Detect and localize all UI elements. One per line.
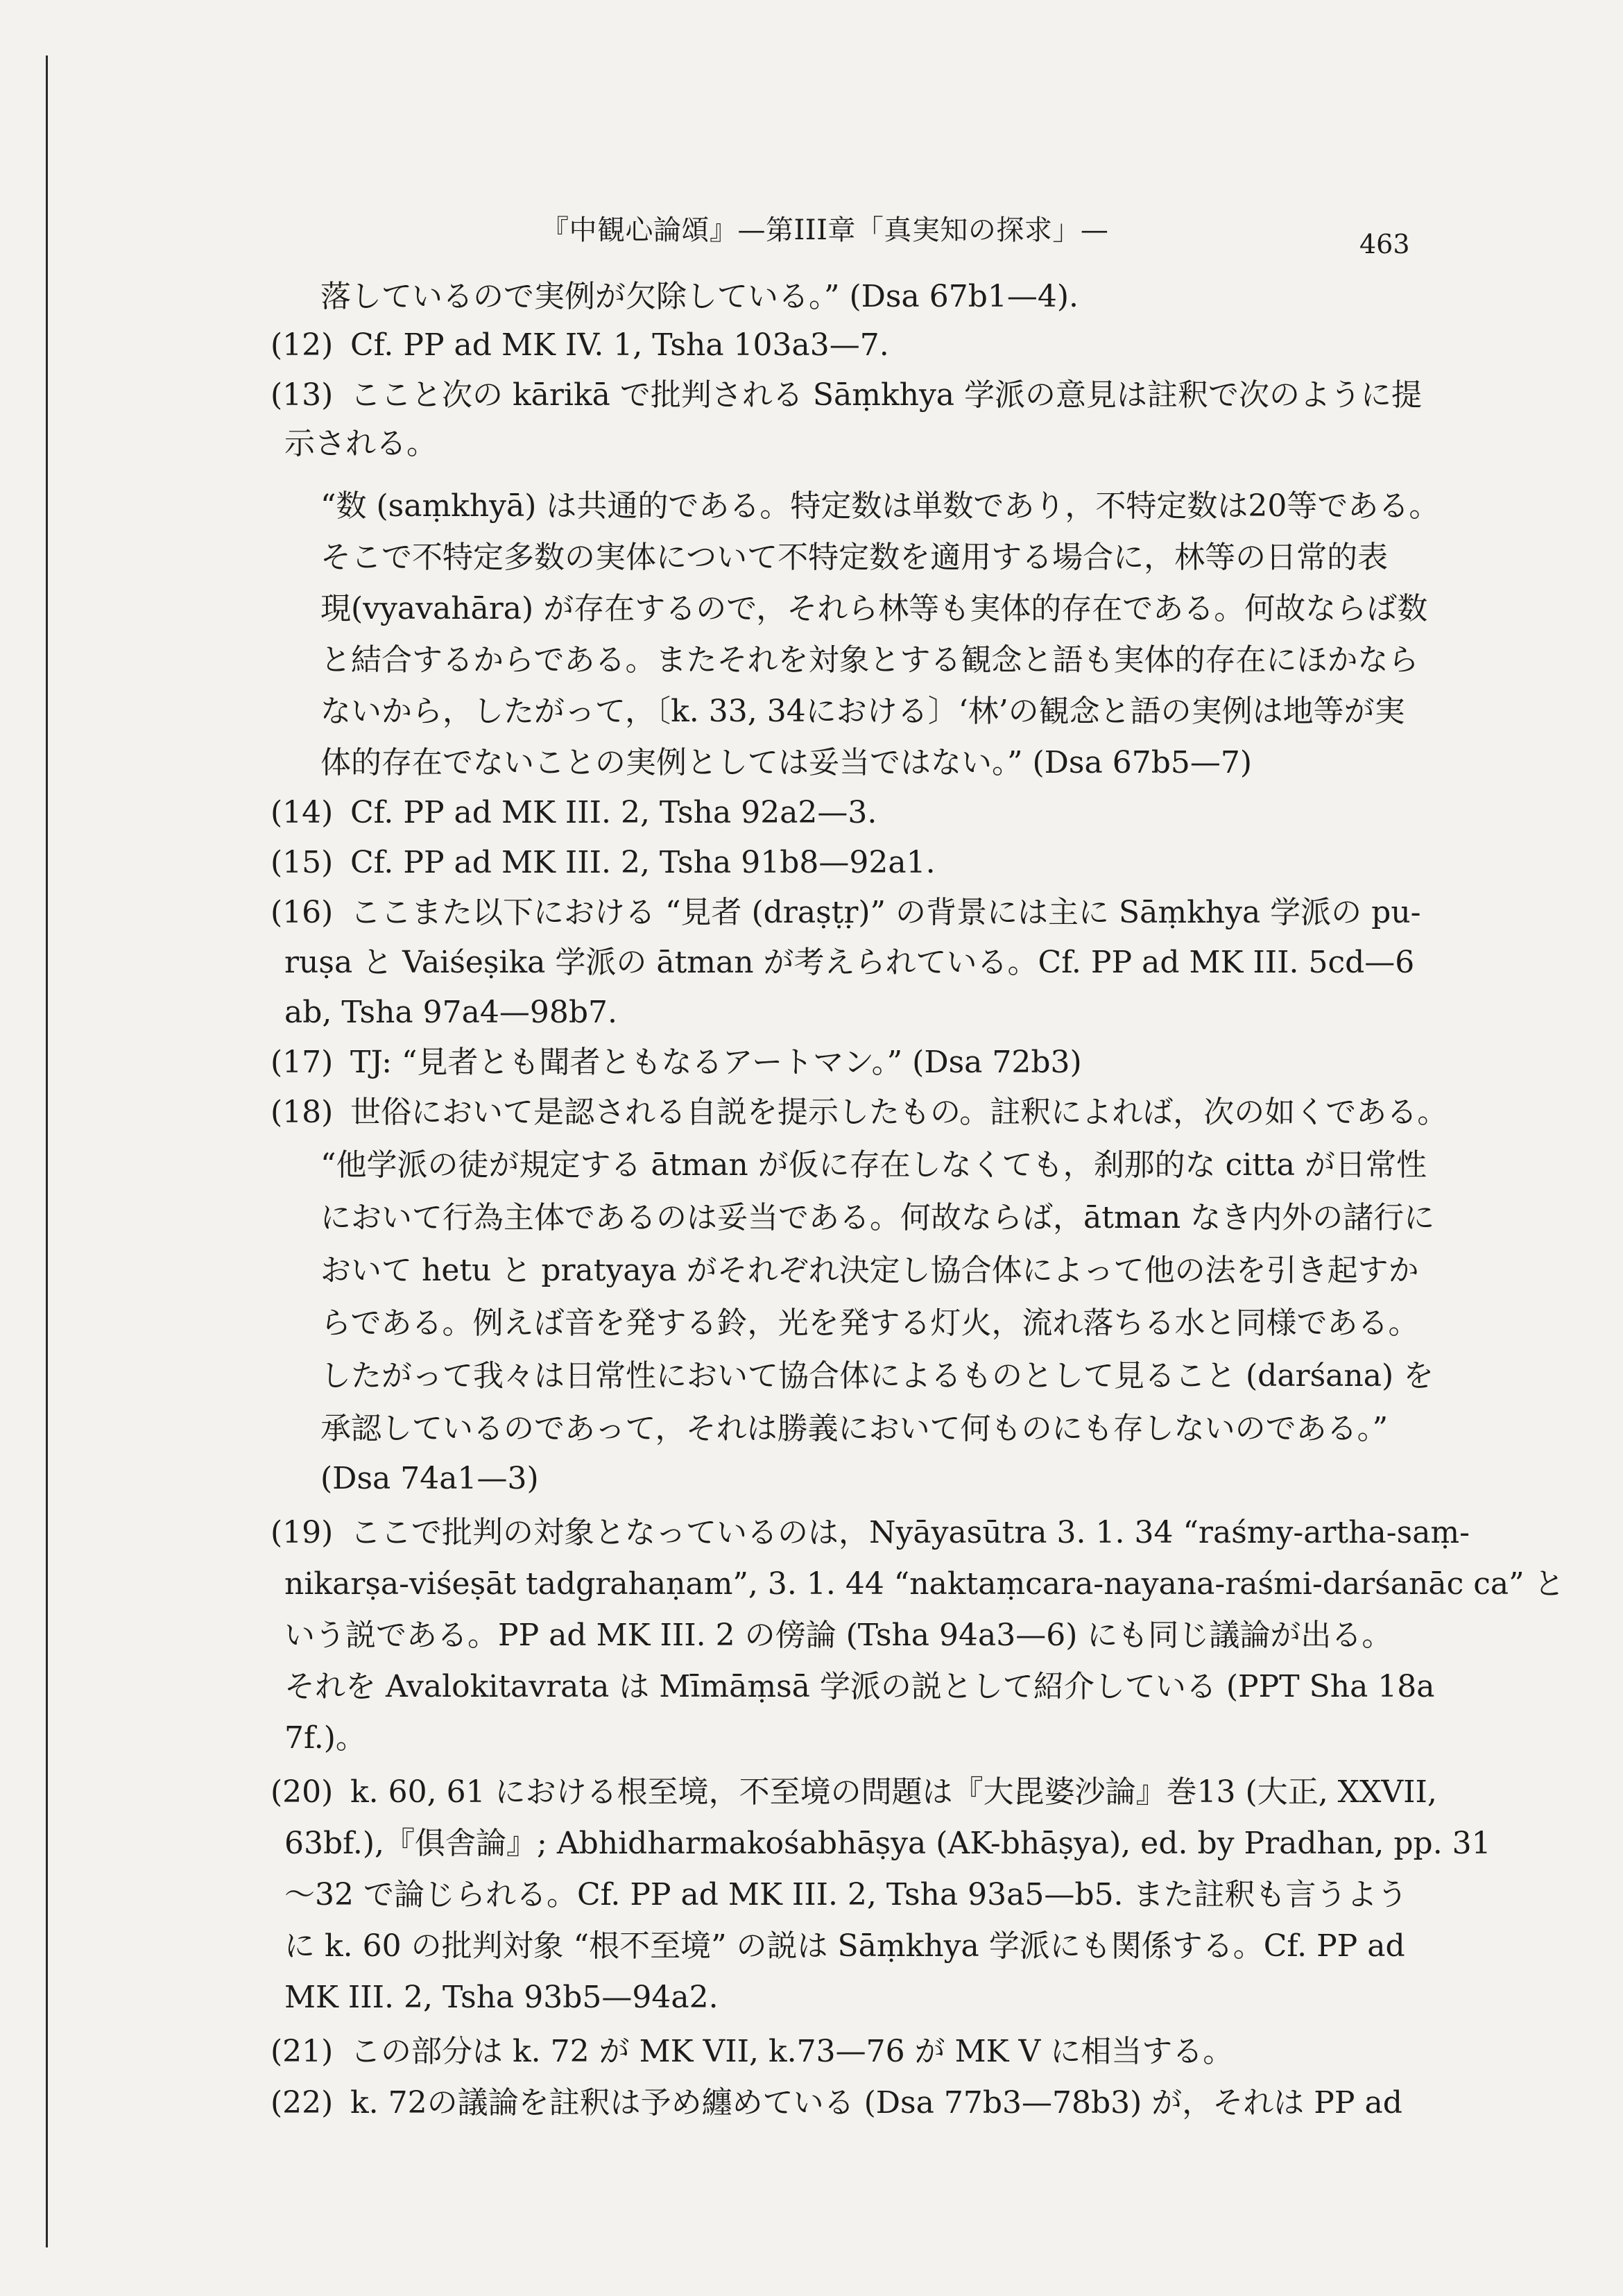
note-text: “他学派の徒が規定する ātman が仮に存在しなくても，刹那的な citta が日常性 xyxy=(320,1147,1427,1183)
note-line xyxy=(320,1145,1427,1186)
note-text: おいて hetu と pratyaya がそれぞれ決定し協合体によって他の法を引き起すか xyxy=(320,1253,1419,1288)
note-number: (20) xyxy=(270,1774,334,1810)
note-text: 現(vyavahāra) が存在するので，それら林等も実体的存在である。何故ならば数 xyxy=(320,591,1428,626)
note-text: 体的存在でないことの実例としては妥当ではない。” (Dsa 67b5—7) xyxy=(320,745,1253,780)
note-line xyxy=(284,1666,1435,1708)
note-line xyxy=(320,1250,1419,1292)
note-text: Cf. PP ad MK IV. 1, Tsha 103a3—7. xyxy=(350,327,889,363)
note-text: に k. 60 の批判対象 “根不至境” の説は Sāṃkhya 学派にも関係する。Cf. PP ad xyxy=(284,1928,1405,1964)
note-text: らである。例えば音を発する鈴，光を発する灯火，流れ落ちる水と同様である。 xyxy=(320,1305,1419,1341)
note-line xyxy=(320,1197,1434,1239)
note-text: TJ: “見者とも聞者ともなるアートマン。” (Dsa 72b3) xyxy=(350,1045,1082,1080)
note-text: 承認しているのであって，それは勝義において何ものにも存しないのである。” xyxy=(320,1411,1389,1446)
note-line xyxy=(284,423,437,465)
note-number: (12) xyxy=(270,327,334,363)
note-number: (21) xyxy=(270,2034,334,2069)
note-text: ab, Tsha 97a4—98b7. xyxy=(284,995,618,1030)
note-text: いう説である。PP ad MK III. 2 の傍論 (Tsha 94a3—6) にも同じ議論が出る。 xyxy=(284,1618,1393,1653)
note-line xyxy=(320,276,1079,318)
note-number: (14) xyxy=(270,795,334,830)
note-text: この部分は k. 72 が MK VII, k.73—76 が MK V に相当する。 xyxy=(350,2034,1234,2069)
note-text: nikarṣa-viśeṣāt tadgrahaṇam”, 3. 1. 44 “naktaṃcara-nayana-raśmi-darśanāc ca” と xyxy=(284,1566,1565,1602)
note-line xyxy=(320,1355,1434,1397)
note-number: (19) xyxy=(270,1515,334,1550)
note-text: 落しているので実例が欠除している。” (Dsa 67b1—4). xyxy=(320,279,1079,314)
note-text: 示される。 xyxy=(284,426,437,461)
note-line xyxy=(320,537,1388,579)
note-text: Cf. PP ad MK III. 2, Tsha 91b8—92a1. xyxy=(350,845,936,880)
note-number: (13) xyxy=(270,377,334,413)
note-text: 〜32 で論じられる。Cf. PP ad MK III. 2, Tsha 93a5—b5. また註釈も言うよう xyxy=(284,1877,1408,1912)
note-text: “数 (saṃkhyā) は共通的である。特定数は単数であり，不特定数は20等である。 xyxy=(320,488,1440,524)
note-text: ないから，したがって，〔k. 33, 34における〕‘林’の観念と語の実例は地等が実 xyxy=(320,694,1405,729)
note-number: (16) xyxy=(270,895,334,930)
note-text: 7f.)。 xyxy=(284,1720,366,1756)
note-line xyxy=(320,691,1405,733)
note-text: 世俗において是認される自説を提示したもの。註釈によれば，次の如くである。 xyxy=(350,1095,1448,1130)
note-text: MK III. 2, Tsha 93b5—94a2. xyxy=(284,1980,719,2015)
note-line xyxy=(320,1458,539,1500)
note-line xyxy=(284,1926,1405,1967)
note-text: したがって我々は日常性において協合体によるものとして見ること (darśana) を xyxy=(320,1358,1434,1394)
note-line xyxy=(320,1303,1419,1344)
note-line xyxy=(320,742,1252,784)
note-text: ここで批判の対象となっているのは，Nyāyasūtra 3. 1. 34 “raśmy-artha-saṃ- xyxy=(350,1515,1470,1550)
page-number: 463 xyxy=(1359,229,1410,259)
note-line xyxy=(284,1874,1408,1916)
note-line xyxy=(284,1977,719,2019)
note-text: 63bf.),『俱舎論』; Abhidharmakośabhāṣya (AK-bhāṣya), ed. by Pradhan, pp. 31 xyxy=(284,1826,1491,1861)
note-line xyxy=(284,942,1414,984)
note-number: (15) xyxy=(270,845,334,880)
note-line xyxy=(320,486,1439,527)
note-number: (17) xyxy=(270,1045,334,1080)
note-text: ここまた以下における “見者 (draṣṭṛ)” の背景には主に Sāṃkhya 学派の pu- xyxy=(350,895,1421,930)
note-number: (18) xyxy=(270,1095,334,1130)
note-text: と結合するからである。またそれを対象とする観念と語も実体的存在にほかなら xyxy=(320,642,1419,678)
note-text: (Dsa 74a1—3) xyxy=(320,1461,539,1496)
note-line xyxy=(284,992,617,1034)
note-text: において行為主体であるのは妥当である。何故ならば，ātman なき内外の諸行に xyxy=(320,1200,1435,1235)
note-text: ここと次の kārikā で批判される Sāṃkhya 学派の意見は註釈で次のように提 xyxy=(350,377,1423,413)
note-text: そこで不特定多数の実体について不特定数を適用する場合に，林等の日常的表 xyxy=(320,540,1389,575)
note-text: k. 72の議論を註釈は予め纏めている (Dsa 77b3—78b3) が，それは PP ad xyxy=(350,2085,1402,2121)
note-line xyxy=(320,1408,1388,1450)
note-line xyxy=(284,1615,1392,1656)
note-line xyxy=(320,588,1427,630)
running-head: 『中観心論頌』—第III章「真実知の探求」— xyxy=(541,214,1109,246)
note-text: ruṣa と Vaiśeṣika 学派の ātman が考えられている。Cf. PP ad MK III. 5cd—6 xyxy=(284,945,1415,980)
note-number: (22) xyxy=(270,2085,334,2121)
note-text: Cf. PP ad MK III. 2, Tsha 92a2—3. xyxy=(350,795,877,830)
note-text: それを Avalokitavrata は Mīmāṃsā 学派の説として紹介している (PPT Sha 18a xyxy=(284,1669,1435,1704)
note-line xyxy=(284,1563,1565,1605)
note-text: k. 60, 61 における根至境，不至境の問題は『大毘婆沙論』巻13 (大正, XXVII, xyxy=(350,1774,1437,1810)
note-line xyxy=(284,1823,1491,1865)
note-line xyxy=(284,1717,366,1759)
note-line xyxy=(320,640,1419,681)
